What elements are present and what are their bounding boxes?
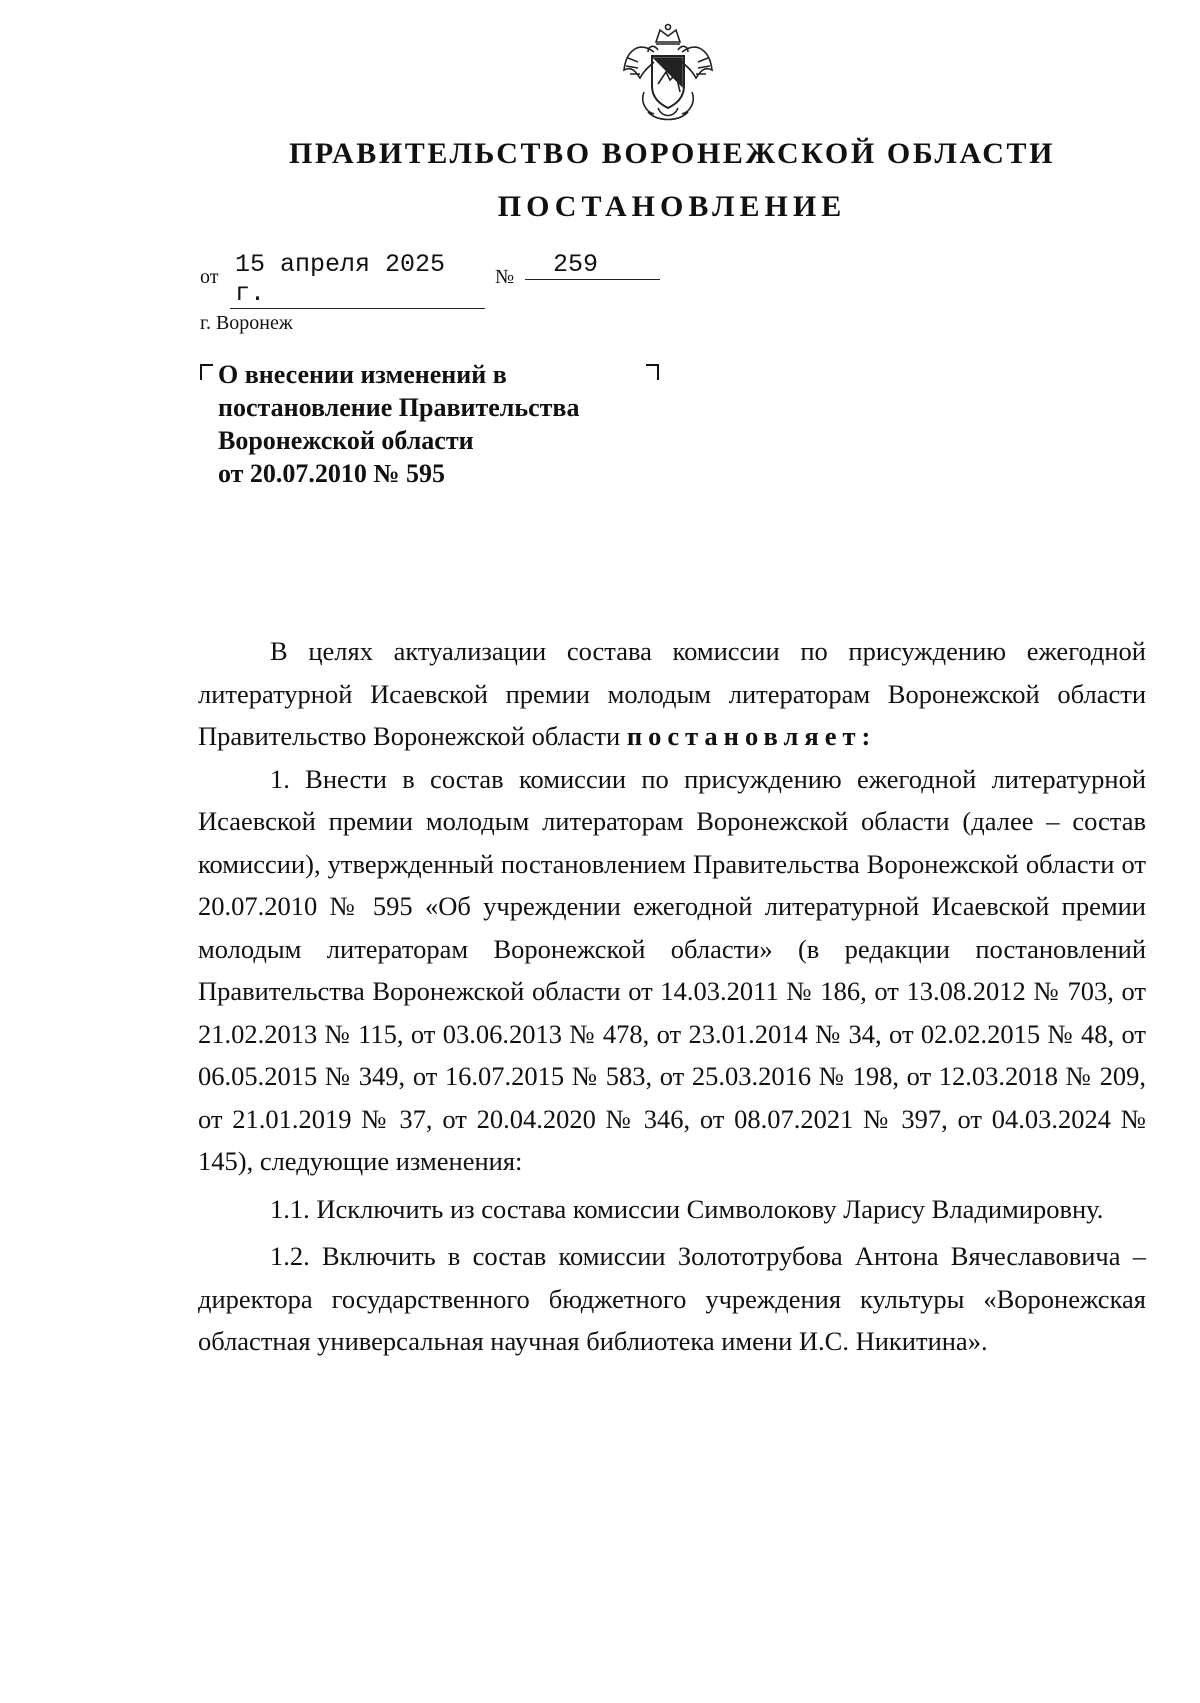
subject-bracket-left (200, 364, 213, 380)
preamble-verb: постановляет (626, 721, 862, 751)
preamble-text: В целях актуализации состава комиссии по присуждению ежегодной литературной Исаевской премии молодым литераторам Воронежской области Правительство Воронежской области (198, 636, 1146, 751)
item-1-1-paragraph: 1.1. Исключить из состава комиссии Символокову Ларису Владимировну. (270, 1193, 1104, 1224)
document-date: 15 апреля 2025 г. (230, 250, 485, 309)
subject-line: Воронежской области (218, 426, 474, 455)
date-prefix: от (200, 266, 219, 288)
subject-line: постановление Правительства (218, 393, 580, 422)
item-1-2-paragraph: 1.2. Включить в состав комиссии Золототрубова Антона Вячеславовича – директора государственного бюджетного учреждения культуры «Воронежская областная универсальная научная библиотека имени И.С. Никитина». (198, 1241, 1146, 1356)
document-type-title: ПОСТАНОВЛЕНИЕ (497, 190, 847, 223)
subject-line: от 20.07.2010 № 595 (218, 459, 446, 488)
preamble-colon: : (861, 721, 877, 751)
organization-title: ПРАВИТЕЛЬСТВО ВОРОНЕЖСКОЙ ОБЛАСТИ (288, 137, 1056, 170)
item-1-paragraph: 1. Внести в состав комиссии по присуждению ежегодной литературной Исаевской премии молодым литераторам Воронежской области (далее – состав комиссии), утвержденный постановлением Правительства Воронежской области от 20.07.2010 № 595 «Об учреждении ежегодной литературной Исаевской премии молодым литераторам Воронежской области» (в редакции постановлений Правительства Воронежской области от 14.03.2011 № 186, от 13.08.2012 № 703, от 21.02.2013 № 115, от 03.06.2013 № 478, от 23.01.2014 № 34, от 02.02.2015 № 48, от 06.05.2015 № 349, от 16.07.2015 № 583, от 25.03.2016 № 198, от 12.03.2018 № 209, от 21.01.2019 № 37, от 20.04.2020 № 346, от 08.07.2021 № 397, от 04.03.2024 № 145), следующие изменения: (198, 763, 1146, 1176)
number-sign: № (495, 266, 515, 288)
document-number: 259 (525, 250, 660, 280)
document-subject (218, 358, 658, 490)
preamble-paragraph (198, 630, 1146, 758)
city-label: г. Воронеж (200, 312, 293, 334)
coat-of-arms-emblem (618, 22, 718, 132)
subject-line: О внесении изменений в (218, 360, 507, 389)
document-body (198, 630, 1146, 1363)
date-number-row (200, 250, 680, 308)
